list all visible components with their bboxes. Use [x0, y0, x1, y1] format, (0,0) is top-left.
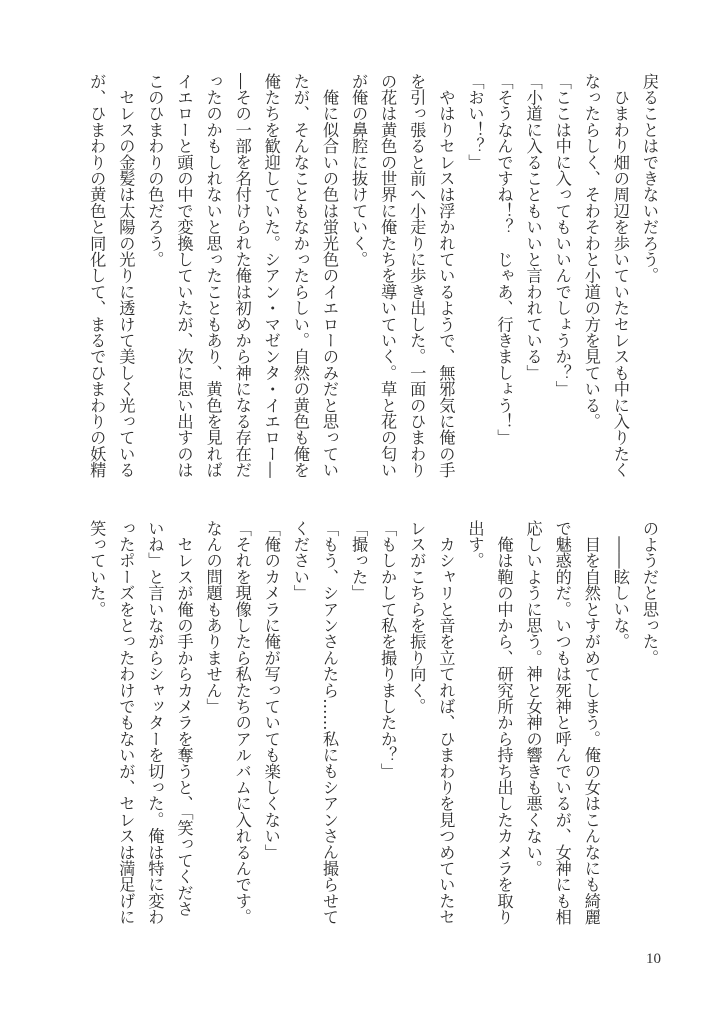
text-column: ったポーズをとったわけでもないが、セレスは満足げに [116, 520, 136, 925]
text-column: で魅惑的だ。いつもは死神と呼んでいるが、女神にも相 [552, 520, 572, 925]
text-column: 俺たちを歓迎していた。シアン・マゼンタ・イエロー― [261, 73, 281, 478]
text-column: 出す。 [465, 520, 485, 569]
text-column: が俺の鼻腔に抜けていく。 [349, 73, 369, 268]
page-number: 10 [646, 951, 661, 967]
text-column: 笑っていた。 [87, 520, 107, 618]
text-column: やはりセレスは浮かれているようで、無邪気に俺の手 [436, 73, 456, 478]
text-column: 「ここは中に入ってもいいんでしょうか？」 [552, 73, 572, 397]
text-column: が、ひまわりの黄色と同化して、まるでひまわりの妖精 [87, 73, 107, 478]
text-column: 「もう、シアンさんたら……私にもシアンさん撮らせて [319, 520, 339, 925]
text-column: 「そうなんですね！？ じゃあ、行きましょう！」 [494, 73, 514, 446]
text-column: の花は黄色の世界に俺たちを導いていく。草と花の匂い [378, 73, 398, 478]
text-column: たが、そんなこともなかったらしい。自然の黄色も俺を [290, 73, 310, 478]
text-column: 「それを現像したら私たちのアルバムに入れるんです。 [232, 520, 252, 925]
text-column: このひまわりの色だろう。 [145, 73, 165, 268]
text-column: 「俺のカメラに俺が写っていても楽しくない」 [261, 520, 281, 861]
text-column: 「もしかして私を撮りましたか？」 [378, 520, 398, 780]
text-column: セレスが俺の手からカメラを奪うと、「笑ってくださ [174, 520, 194, 917]
top-text-block [82, 73, 664, 479]
text-column: ――眩しいな。 [610, 520, 630, 650]
text-column: 「おい！？」 [465, 73, 485, 171]
text-column: 俺に似合いの色は蛍光色のイエローのみだと思ってい [319, 73, 339, 478]
text-column: カシャリと音を立てれば、ひまわりを見つめていたセ [436, 520, 456, 925]
text-column: のようだと思った。 [640, 520, 659, 666]
text-column: 戻ることはできないだろう。 [640, 73, 659, 284]
text-column: イエローと頭の中で変換していたが、次に思い出すのは [174, 73, 194, 478]
text-column: セレスの金髪は太陽の光りに透けて美しく光っている [116, 73, 136, 478]
text-column: ったのかもしれないと思ったこともあり、黄色を見れば [203, 73, 223, 478]
text-column: ―その一部を名付けられた俺は初めから神になる存在だ [232, 73, 252, 478]
text-column: いね」と言いながらシャッターを切った。俺は特に変わ [145, 520, 165, 925]
bottom-text-block [82, 520, 664, 926]
text-column: 「小道に入ることもいいと言われている」 [523, 73, 543, 381]
text-column: なったらしく、そわそわと小道の方を見ている。 [581, 73, 601, 430]
text-column: 応しいように思う。神と女神の響きも悪くない。 [523, 520, 543, 877]
text-column: なんの問題もありません」 [203, 520, 223, 715]
text-column: 「撮った」 [349, 520, 369, 601]
text-column: 俺は鞄の中から、研究所から持ち出したカメラを取り [494, 520, 514, 925]
text-column: レスがこちらを振り向く。 [407, 520, 427, 715]
text-column: ひまわり畑の周辺を歩いていたセレスも中に入りたく [610, 73, 630, 478]
text-column: 目を自然とすがめてしまう。俺の女はこんなにも綺麗 [581, 520, 601, 925]
text-column: ください」 [290, 520, 310, 601]
text-column: を引っ張ると前へ小走りに歩き出した。一面のひまわり [407, 73, 427, 478]
